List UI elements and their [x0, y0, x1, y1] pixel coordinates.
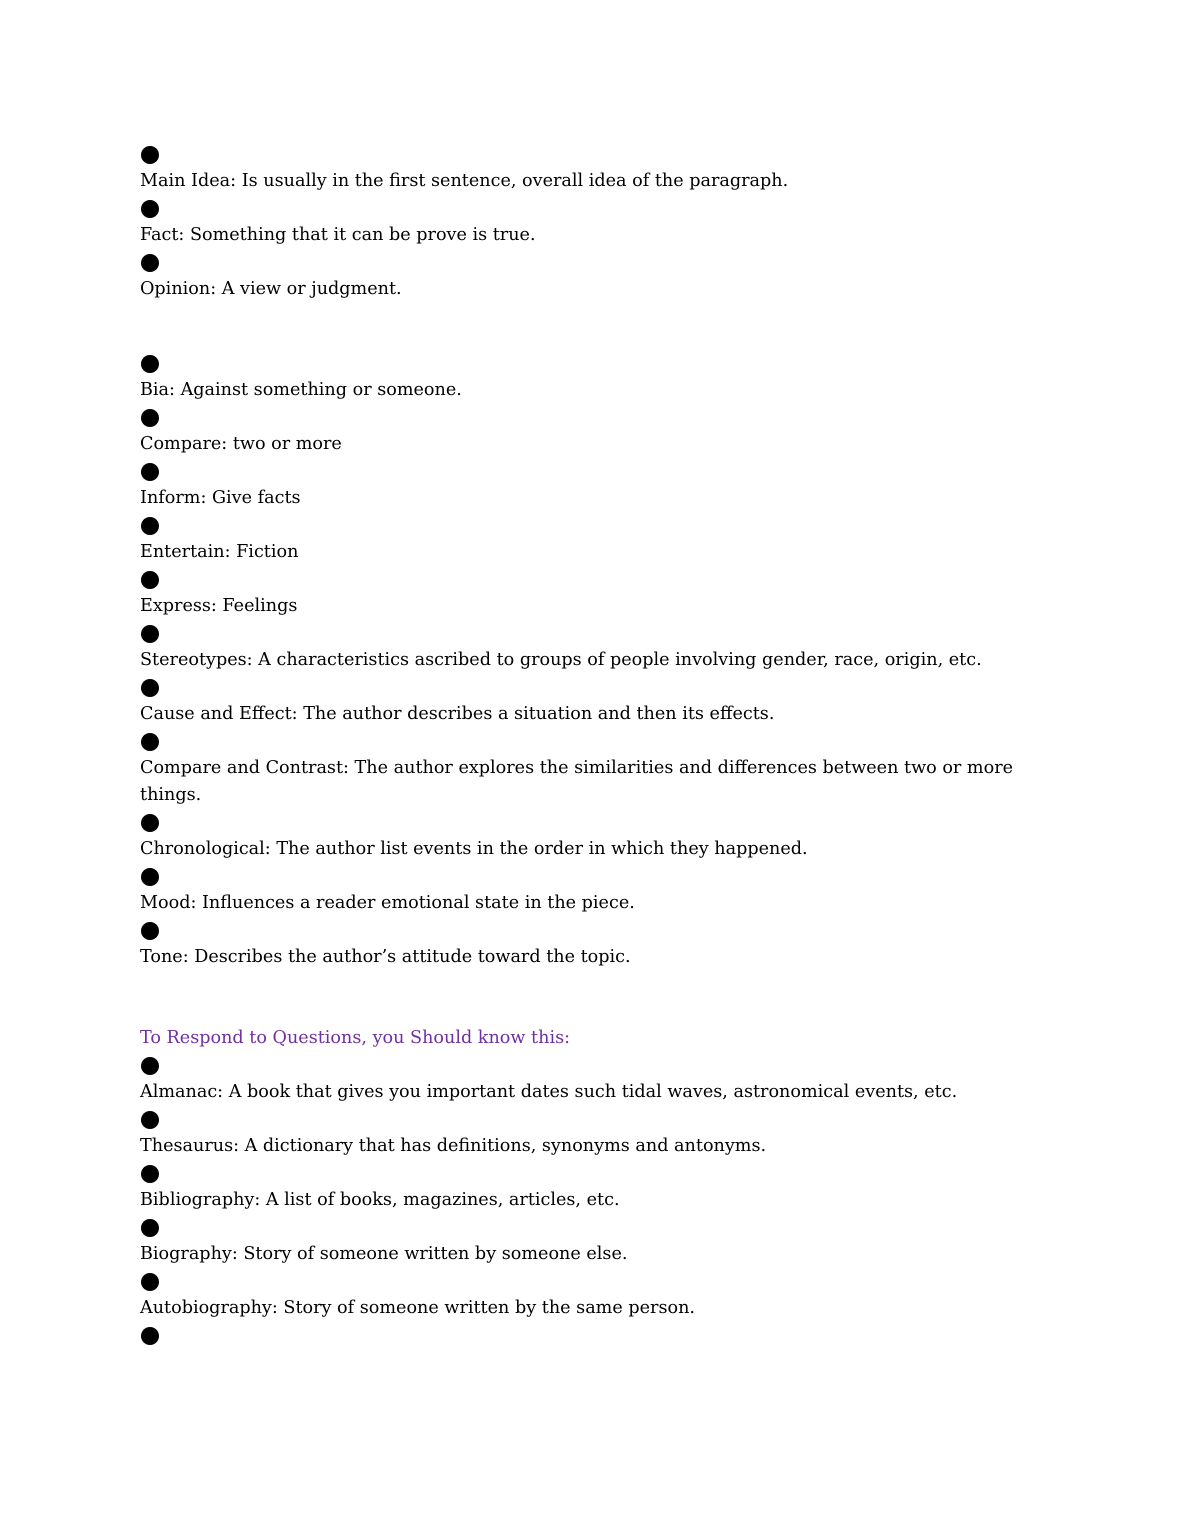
list-item — [140, 1160, 1060, 1214]
list-item-text: Entertain: Fiction — [140, 542, 299, 562]
list-item — [140, 917, 1060, 971]
bullet-row — [140, 350, 1060, 377]
bullet-icon — [141, 571, 159, 589]
bullet-row — [140, 512, 1060, 539]
list-item-text: Thesaurus: A dictionary that has definitions, synonyms and antonyms. — [140, 1136, 767, 1156]
list-item-text: Mood: Influences a reader emotional state in the piece. — [140, 893, 635, 913]
list-item-text: Compare and Contrast: The author explores the similarities and differences between two or more things. — [140, 758, 1014, 805]
list-item-text: Biography: Story of someone written by someone else. — [140, 1244, 628, 1264]
list-item-text: Fact: Something that it can be prove is true. — [140, 225, 536, 245]
bullet-icon — [141, 1111, 159, 1129]
bullet-icon — [141, 1219, 159, 1237]
bullet-icon — [141, 1165, 159, 1183]
bullet-row — [140, 1052, 1060, 1079]
bullet-row — [140, 249, 1060, 276]
bullet-icon — [141, 200, 159, 218]
list-item-text: Chronological: The author list events in the order in which they happened. — [140, 839, 808, 859]
list-item — [140, 1268, 1060, 1322]
bullet-row — [140, 195, 1060, 222]
bullet-row — [140, 1214, 1060, 1241]
bullet-icon — [141, 463, 159, 481]
list-item — [140, 566, 1060, 620]
list-item-text: Main Idea: Is usually in the first sentence, overall idea of the paragraph. — [140, 171, 789, 191]
bullet-icon — [141, 625, 159, 643]
list-item-text: Express: Feelings — [140, 596, 298, 616]
list-item-text: Tone: Describes the author’s attitude toward the topic. — [140, 947, 631, 967]
bullet-icon — [141, 814, 159, 832]
bullet-row — [140, 141, 1060, 168]
list-item-text: Opinion: A view or judgment. — [140, 279, 402, 299]
bullet-icon — [141, 1327, 159, 1345]
bullet-row — [140, 620, 1060, 647]
bullet-icon — [141, 679, 159, 697]
bullet-row — [140, 404, 1060, 431]
list-item-text: Almanac: A book that gives you important dates such tidal waves, astronomical events, etc. — [140, 1082, 958, 1102]
list-item — [140, 404, 1060, 458]
list-item — [140, 674, 1060, 728]
list-item — [140, 458, 1060, 512]
bullet-icon — [141, 254, 159, 272]
bullet-row — [140, 917, 1060, 944]
bullet-row — [140, 566, 1060, 593]
bullet-row — [140, 1160, 1060, 1187]
list-item — [140, 728, 1060, 809]
list-item-text: Stereotypes: A characteristics ascribed to groups of people involving gender, race, origin, etc. — [140, 650, 982, 670]
bullet-icon — [141, 922, 159, 940]
list-item — [140, 620, 1060, 674]
bullet-icon — [141, 409, 159, 427]
bullet-icon — [141, 146, 159, 164]
list-item-text: Autobiography: Story of someone written by the same person. — [140, 1298, 696, 1318]
bullet-row — [140, 863, 1060, 890]
bullet-icon — [141, 1273, 159, 1291]
bullet-icon — [141, 517, 159, 535]
section-heading: To Respond to Questions, you Should know this: — [140, 1028, 571, 1048]
list-item-text: Cause and Effect: The author describes a situation and then its effects. — [140, 704, 775, 724]
list-item — [140, 1214, 1060, 1268]
bullet-row — [140, 458, 1060, 485]
bullet-icon — [141, 868, 159, 886]
list-item — [140, 350, 1060, 404]
bullet-row — [140, 1106, 1060, 1133]
list-item — [140, 141, 1060, 195]
bullet-icon — [141, 355, 159, 373]
list-item-text: Compare: two or more — [140, 434, 342, 454]
empty-list-item — [140, 1322, 1060, 1349]
bullet-row — [140, 1268, 1060, 1295]
list-item-text: Bibliography: A list of books, magazines, articles, etc. — [140, 1190, 620, 1210]
definitions-list-1 — [140, 141, 1060, 303]
list-item — [140, 512, 1060, 566]
list-item — [140, 1106, 1060, 1160]
bullet-icon — [141, 733, 159, 751]
bullet-icon — [141, 1057, 159, 1075]
definitions-list-2 — [140, 350, 1060, 971]
list-item — [140, 809, 1060, 863]
list-item — [140, 1052, 1060, 1106]
list-item-text: Inform: Give facts — [140, 488, 301, 508]
list-item — [140, 249, 1060, 303]
bullet-row — [140, 674, 1060, 701]
bullet-row — [140, 809, 1060, 836]
list-item-text: Bia: Against something or someone. — [140, 380, 462, 400]
list-item — [140, 863, 1060, 917]
list-item — [140, 195, 1060, 249]
document-body — [140, 141, 1060, 1349]
bullet-row — [140, 728, 1060, 755]
definitions-list-3 — [140, 1052, 1060, 1322]
